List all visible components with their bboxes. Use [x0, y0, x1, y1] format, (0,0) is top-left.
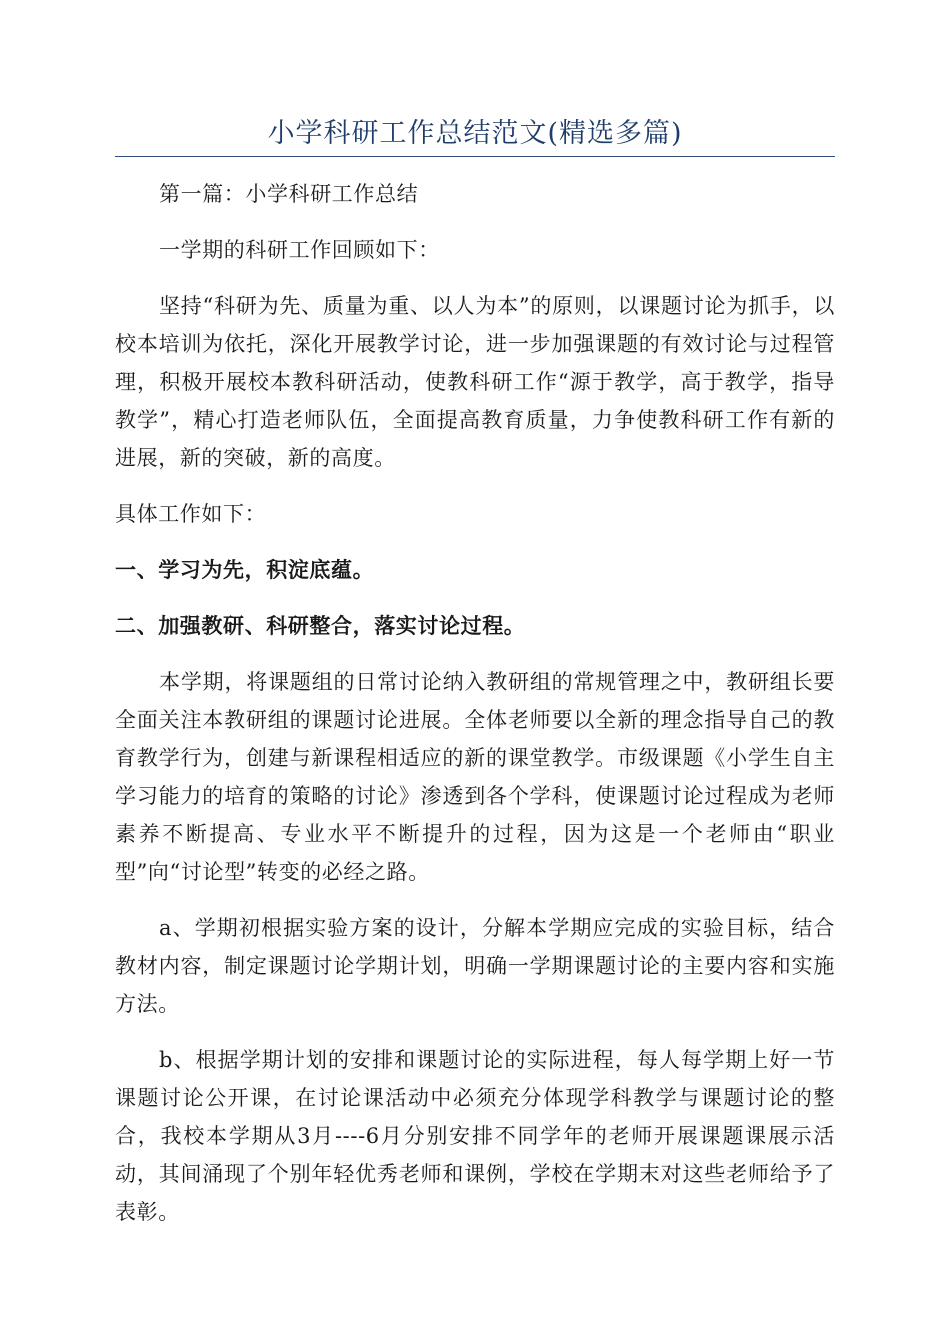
- intro-line: 一学期的科研工作回顾如下：: [159, 238, 440, 262]
- item-a-paragraph: a、学期初根据实验方案的设计，分解本学期应完成的实验目标，结合教材内容，制定课题讨论学期计划，明确一学期课题讨论的主要内容和实施方法。: [115, 916, 835, 1016]
- section-heading-first: 第一篇：小学科研工作总结: [159, 182, 419, 206]
- principle-paragraph: 坚持“科研为先、质量为重、以人为本”的原则，以课题讨论为抓手，以校本培训为依托，深化开展教学讨论，进一步加强课题的有效讨论与过程管理，积极开展校本教科研活动，使教科研工作“源于教学，高于教学，指导教学”，精心打造老师队伍，全面提高教育质量，力争使教科研工作有新的进展，新的突破，新的高度。: [115, 294, 835, 470]
- semester-paragraph: 本学期，将课题组的日常讨论纳入教研组的常规管理之中，教研组长要全面关注本教研组的课题讨论进展。全体老师要以全新的理念指导自己的教育教学行为，创建与新课程相适应的新的课堂教学。市级课题《小学生自主学习能力的培育的策略的讨论》渗透到各个学科，使课题讨论过程成为老师素养不断提高、专业水平不断提升的过程，因为这是一个老师由“职业型”向“讨论型”转变的必经之路。: [115, 670, 835, 884]
- subheading-two: 二、加强教研、科研整合，落实讨论过程。: [115, 613, 526, 638]
- subheading-one: 一、学习为先，积淀底蕴。: [115, 557, 375, 582]
- document-body: [115, 175, 835, 1249]
- item-b-paragraph: b、根据学期计划的安排和课题讨论的实际进程，每人每学期上好一节课题讨论公开课，在讨论课活动中必须充分体现学科教学与课题讨论的整合，我校本学期从3月----6月分别安排不同学年的老师开展课题课展示活动，其间涌现了个别年轻优秀老师和课例，学校在学期末对这些老师给予了表彰。: [115, 1048, 835, 1224]
- work-intro-line: 具体工作如下：: [115, 502, 267, 526]
- document-title: 小学科研工作总结范文(精选多篇): [267, 118, 683, 149]
- title-block: [115, 112, 835, 157]
